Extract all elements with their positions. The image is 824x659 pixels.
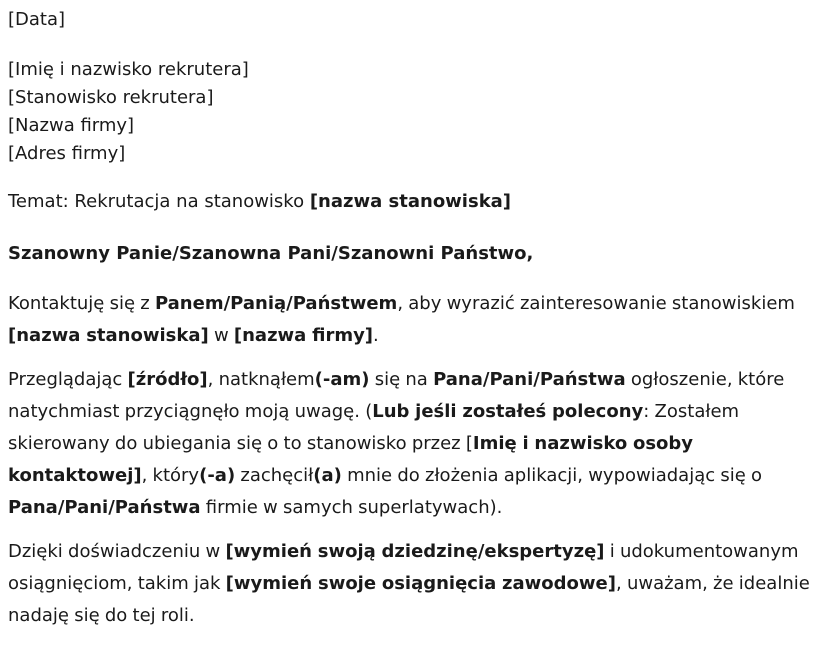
bold-run: [nazwa firmy] bbox=[233, 325, 374, 346]
text-run: , który bbox=[141, 465, 200, 486]
text-run: . bbox=[373, 325, 379, 346]
bold-run: (-am) bbox=[314, 369, 370, 390]
text-run: się na bbox=[369, 369, 434, 390]
recipient-name: [Imię i nazwisko rekrutera] bbox=[8, 59, 249, 80]
text-run: i udokumentowanym osiągnięciom, takim jak bbox=[8, 541, 799, 594]
bold-run: Pana/Pani/Państwa bbox=[8, 497, 201, 518]
bold-run: Imię i nazwisko osoby kontaktowej] bbox=[8, 433, 694, 486]
bold-run: [wymień swoje osiągnięcia zawodowe] bbox=[225, 573, 616, 594]
recipient-address: [Adres firmy] bbox=[8, 143, 126, 164]
bold-run: [wymień swoją dziedzinę/ekspertyzę] bbox=[225, 541, 605, 562]
subject-position: [nazwa stanowiska] bbox=[309, 191, 512, 212]
bold-run: [nazwa stanowiska] bbox=[8, 325, 209, 346]
bold-run: Pana/Pani/Państwa bbox=[433, 369, 626, 390]
bold-run: (-a) bbox=[199, 465, 236, 486]
recipient-company: [Nazwa firmy] bbox=[8, 115, 135, 136]
letter-date: [Data] bbox=[8, 9, 66, 30]
text-run: , natknąłem bbox=[207, 369, 315, 390]
paragraph-2 bbox=[8, 364, 816, 524]
text-run: , aby wyrazić zainteresowanie stanowiskiem bbox=[397, 293, 795, 314]
text-run: : Zostałem skierowany do ubiegania się o to stanowisko przez [ bbox=[8, 401, 740, 454]
text-run: w bbox=[208, 325, 234, 346]
greeting-text: Szanowny Panie/Szanowna Pani/Szanowni Państwo, bbox=[8, 243, 534, 264]
bold-run: Lub jeśli zostałeś polecony bbox=[372, 401, 644, 422]
subject-prefix: Temat: Rekrutacja na stanowisko bbox=[8, 191, 310, 212]
text-run: Dzięki doświadczeniu w bbox=[8, 541, 226, 562]
paragraph-3 bbox=[8, 536, 816, 632]
greeting bbox=[8, 240, 816, 268]
recipient-block bbox=[8, 56, 816, 168]
text-run: ogłoszenie, które natychmiast przyciągnęło moją uwagę. ( bbox=[8, 369, 785, 422]
text-run: mnie do złożenia aplikacji, wypowiadając się o bbox=[341, 465, 763, 486]
subject-line bbox=[8, 188, 816, 216]
text-run: , uważam, że idealnie nadaję się do tej roli. bbox=[8, 573, 810, 626]
text-run: zachęcił bbox=[235, 465, 314, 486]
paragraph-1 bbox=[8, 288, 816, 352]
text-run: Przeglądając bbox=[8, 369, 128, 390]
bold-run: [źródło] bbox=[127, 369, 208, 390]
recipient-position: [Stanowisko rekrutera] bbox=[8, 87, 214, 108]
text-run: firmie w samych superlatywach). bbox=[200, 497, 503, 518]
bold-run: Panem/Panią/Państwem bbox=[154, 293, 398, 314]
bold-run: (a) bbox=[313, 465, 342, 486]
text-run: Kontaktuję się z bbox=[8, 293, 155, 314]
